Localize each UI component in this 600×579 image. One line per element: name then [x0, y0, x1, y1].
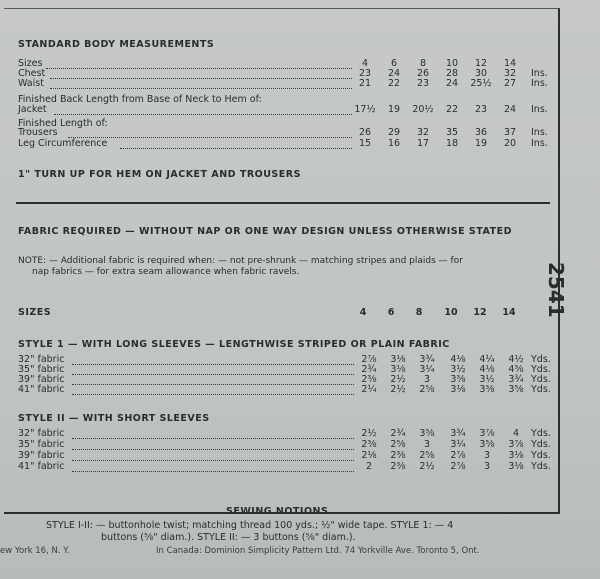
yardage-value: 3⅜ — [419, 428, 435, 439]
fabric-width-label: 35" fabric — [18, 364, 65, 375]
notions-heading: SEWING NOTIONS — [226, 506, 329, 517]
size-value: 10 — [445, 58, 459, 69]
yardage-value: 3½ — [479, 374, 495, 385]
fabric-note-line1: NOTE: — Additional fabric is required when: — not pre-shrunk — matching stripes and plaids — for — [18, 256, 463, 266]
leg-value: 15 — [358, 138, 372, 149]
leader-dots — [72, 438, 354, 439]
trousers-label: Trousers — [18, 127, 58, 138]
yardage-value: 4 — [512, 428, 520, 439]
section-divider — [16, 202, 550, 204]
jacket-value: 19 — [387, 104, 401, 115]
yardage-value: 3⅛ — [390, 354, 406, 365]
style1-heading: STYLE 1 — WITH LONG SLEEVES — LENGTHWISE STRIPED OR PLAIN FABRIC — [18, 339, 450, 350]
yardage-value: 2⅜ — [361, 439, 377, 450]
fabric-note-line2: nap fabrics — for extra seam allowance when fabric ravels. — [32, 267, 300, 277]
fabric-size-value: 4 — [359, 307, 367, 318]
sizes-label: Sizes — [18, 58, 43, 69]
yardage-value: 2⅜ — [390, 450, 406, 461]
trousers-value: 37 — [503, 127, 517, 138]
yardage-value: 3⅛ — [508, 450, 524, 461]
leg-value: 19 — [474, 138, 488, 149]
jacket-value: 22 — [445, 104, 459, 115]
fabric-size-value: 6 — [387, 307, 395, 318]
yardage-value: 2 — [365, 461, 373, 472]
back-length-heading: Finished Back Length from Base of Neck to Hem of: — [18, 94, 262, 105]
fabric-width-label: 41" fabric — [18, 384, 65, 395]
jacket-value: 17½ — [354, 104, 376, 115]
unit-label: Yds. — [531, 364, 551, 375]
unit-label: Ins. — [531, 78, 548, 89]
fabric-sizes-label: SIZES — [18, 307, 52, 318]
yardage-value: 3¾ — [419, 354, 435, 365]
leader-dots — [68, 137, 352, 138]
trousers-value: 32 — [416, 127, 430, 138]
unit-label: Ins. — [531, 138, 548, 149]
notions-line1: STYLE I-II: — buttonhole twist; matching thread 100 yds.; ½" wide tape. STYLE 1: — 4 — [46, 520, 454, 531]
pattern-number: 2541 — [544, 262, 568, 318]
unit-label: Ins. — [531, 104, 548, 115]
yardage-value: 3⅞ — [479, 428, 495, 439]
yardage-value: 2¼ — [361, 384, 377, 395]
leg-value: 18 — [445, 138, 459, 149]
leader-dots — [50, 78, 352, 79]
yardage-value: 4¼ — [479, 354, 495, 365]
chest-label: Chest — [18, 68, 46, 79]
fabric-size-value: 12 — [473, 307, 487, 318]
yardage-value: 2⅞ — [361, 354, 377, 365]
fabric-width-label: 39" fabric — [18, 450, 65, 461]
waist-label: Waist — [18, 78, 44, 89]
yardage-value: 2⅛ — [361, 450, 377, 461]
chest-value: 24 — [387, 68, 401, 79]
yardage-value: 3 — [423, 439, 431, 450]
size-value: 4 — [361, 58, 369, 69]
leader-dots — [72, 394, 354, 395]
chest-value: 28 — [445, 68, 459, 79]
leg-label: Leg Circumference — [18, 138, 108, 149]
measurements-heading: STANDARD BODY MEASUREMENTS — [18, 39, 215, 50]
size-value: 6 — [390, 58, 398, 69]
jacket-label: Jacket — [18, 104, 47, 115]
leg-value: 20 — [503, 138, 517, 149]
yardage-value: 4⅜ — [508, 364, 524, 375]
yardage-value: 3 — [483, 450, 491, 461]
yardage-value: 2⅝ — [419, 450, 435, 461]
trousers-value: 36 — [474, 127, 488, 138]
fabric-size-value: 14 — [502, 307, 516, 318]
chest-value: 32 — [503, 68, 517, 79]
size-value: 8 — [419, 58, 427, 69]
yardage-value: 2⅞ — [450, 450, 466, 461]
yardage-value: 3⅛ — [508, 461, 524, 472]
yardage-value: 3⅛ — [390, 364, 406, 375]
yardage-value: 3⅜ — [479, 384, 495, 395]
waist-value: 24 — [445, 78, 459, 89]
yardage-value: 3⅝ — [508, 384, 524, 395]
fabric-width-label: 41" fabric — [18, 461, 65, 472]
leg-value: 17 — [416, 138, 430, 149]
yardage-value: 2⅜ — [361, 374, 377, 385]
yardage-value: 2⅝ — [419, 384, 435, 395]
finished-length-heading: Finished Length of: — [18, 118, 108, 129]
unit-label: Yds. — [531, 439, 551, 450]
unit-label: Ins. — [531, 127, 548, 138]
hem-note: 1" TURN UP FOR HEM ON JACKET AND TROUSERS — [18, 169, 301, 180]
footer-address: ew York 16, N. Y. — [0, 546, 70, 556]
waist-value: 27 — [503, 78, 517, 89]
yardage-value: 2⅞ — [450, 461, 466, 472]
leader-dots — [72, 374, 354, 375]
jacket-value: 23 — [474, 104, 488, 115]
footer-canada: In Canada: Dominion Simplicity Pattern Ltd. 74 Yorkville Ave. Toronto 5, Ont. — [156, 546, 480, 556]
unit-label: Yds. — [531, 384, 551, 395]
leader-dots — [46, 68, 352, 69]
yardage-value: 3⅞ — [508, 439, 524, 450]
yardage-value: 4⅛ — [479, 364, 495, 375]
waist-value: 25½ — [470, 78, 492, 89]
waist-value: 22 — [387, 78, 401, 89]
leader-dots — [54, 114, 352, 115]
chest-value: 30 — [474, 68, 488, 79]
notions-line2: buttons (⅝" diam.). STYLE II: — 3 buttons (⅝" diam.). — [101, 532, 356, 543]
yardage-value: 3¼ — [419, 364, 435, 375]
fabric-size-value: 8 — [415, 307, 423, 318]
yardage-value: 2¾ — [361, 364, 377, 375]
yardage-value: 2½ — [361, 428, 377, 439]
leader-dots — [72, 449, 354, 450]
trousers-value: 35 — [445, 127, 459, 138]
leader-dots — [50, 88, 352, 89]
yardage-value: 3⅜ — [450, 374, 466, 385]
yardage-value: 4⅛ — [450, 354, 466, 365]
waist-value: 21 — [358, 78, 372, 89]
jacket-value: 20½ — [412, 104, 434, 115]
yardage-value: 2⅜ — [390, 461, 406, 472]
yardage-value: 3¼ — [450, 439, 466, 450]
leader-dots — [72, 471, 354, 472]
leader-dots — [72, 364, 354, 365]
unit-label: Yds. — [531, 450, 551, 461]
yardage-value: 2¾ — [390, 428, 406, 439]
yardage-value: 2½ — [419, 461, 435, 472]
yardage-value: 3½ — [450, 364, 466, 375]
fabric-size-value: 10 — [444, 307, 458, 318]
chest-value: 23 — [358, 68, 372, 79]
yardage-value: 2½ — [390, 384, 406, 395]
chest-value: 26 — [416, 68, 430, 79]
unit-label: Yds. — [531, 461, 551, 472]
style2-heading: STYLE II — WITH SHORT SLEEVES — [18, 413, 210, 424]
fabric-heading: FABRIC REQUIRED — WITHOUT NAP OR ONE WAY DESIGN UNLESS OTHERWISE STATED — [18, 226, 512, 237]
yardage-value: 3 — [423, 374, 431, 385]
yardage-value: 2⅝ — [390, 439, 406, 450]
leader-dots — [72, 384, 354, 385]
size-value: 14 — [503, 58, 517, 69]
unit-label: Yds. — [531, 354, 551, 365]
trousers-value: 29 — [387, 127, 401, 138]
yardage-value: 3⅛ — [450, 384, 466, 395]
unit-label: Ins. — [531, 68, 548, 79]
leader-dots — [72, 460, 354, 461]
trousers-value: 26 — [358, 127, 372, 138]
fabric-width-label: 32" fabric — [18, 354, 65, 365]
jacket-value: 24 — [503, 104, 517, 115]
leg-value: 16 — [387, 138, 401, 149]
fabric-width-label: 39" fabric — [18, 374, 65, 385]
fabric-width-label: 32" fabric — [18, 428, 65, 439]
yardage-value: 2½ — [390, 374, 406, 385]
fabric-width-label: 35" fabric — [18, 439, 65, 450]
yardage-value: 3⅝ — [479, 439, 495, 450]
waist-value: 23 — [416, 78, 430, 89]
size-value: 12 — [474, 58, 488, 69]
yardage-value: 4½ — [508, 354, 524, 365]
yardage-value: 3¾ — [450, 428, 466, 439]
unit-label: Yds. — [531, 374, 551, 385]
yardage-value: 3 — [483, 461, 491, 472]
yardage-value: 3¾ — [508, 374, 524, 385]
unit-label: Yds. — [531, 428, 551, 439]
leader-dots — [120, 148, 352, 149]
